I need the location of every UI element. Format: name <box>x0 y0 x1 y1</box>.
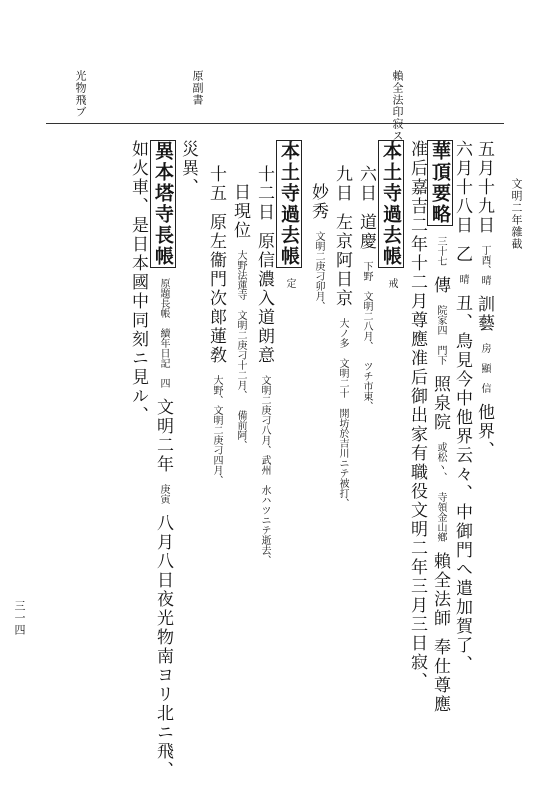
headnote-3: 光物飛ブ <box>74 70 87 118</box>
annotation: 晴 <box>457 274 468 284</box>
annotation: 信 <box>479 383 490 393</box>
text-column <box>129 140 146 425</box>
annotation: 丁酉、晴 <box>479 245 490 285</box>
text-segment: 乙 <box>452 245 472 264</box>
annotation: 水ハツニテ逝去、 <box>259 485 270 565</box>
text-segment: 訓藝 <box>474 295 494 333</box>
annotation: 文明二八月、 <box>361 291 372 351</box>
headnote-2: 原副書 <box>191 70 204 106</box>
text-column <box>430 140 449 714</box>
annotation: 房 <box>479 343 490 353</box>
annotation: 三十七 <box>435 236 446 266</box>
source-title: 本土寺過去帳 <box>380 141 402 267</box>
source-title: 華頂要略 <box>429 141 451 225</box>
text-segment: 災異、 <box>178 140 198 197</box>
text-column <box>231 183 248 450</box>
text-segment: 丑、鳥見今中他界云々、中御門へ遣加賀了、 <box>452 294 472 674</box>
text-segment: 賴全法師 <box>430 552 450 628</box>
annotation: 戒 <box>386 278 397 288</box>
text-segment: 左京阿日京 <box>332 213 352 308</box>
text-column <box>357 165 374 411</box>
header-rule <box>46 123 504 124</box>
annotation: 文明二庚刁十二月、 <box>235 310 246 400</box>
annotation: 文明二庚刁八月、武州 <box>259 375 270 475</box>
text-column <box>381 140 400 288</box>
text-segment: 道慶 <box>356 213 376 251</box>
annotation: 寺領金山鄕 <box>435 492 446 542</box>
text-segment: 原左衞門次郞蓮敎 <box>206 213 226 365</box>
text-column <box>333 165 350 508</box>
annotation: 四 <box>158 378 169 388</box>
annotation: 庚寅 <box>158 484 169 504</box>
annotation: 文明二十 <box>337 358 348 398</box>
text-segment: 五月十九日 <box>474 140 494 235</box>
annotation: 備前阿、 <box>235 410 246 450</box>
annotation: 開坊於吉川ニテ被打、 <box>337 408 348 508</box>
text-segment: 十二日 <box>254 165 274 222</box>
source-title: 異本塔寺長帳 <box>152 141 174 267</box>
running-title: 文明二年雜截 <box>510 178 523 250</box>
text-segment: 傳 <box>430 276 450 295</box>
annotation: 原題長帳 <box>158 278 169 318</box>
text-segment: 原信濃入道朗意 <box>254 232 274 365</box>
annotation: 定 <box>284 278 295 288</box>
text-column <box>179 140 196 197</box>
annotation: 大野法蓮寺 <box>235 250 246 300</box>
annotation: 門下 <box>435 345 446 365</box>
text-column <box>153 140 172 780</box>
text-column <box>279 140 298 288</box>
text-column <box>309 183 326 311</box>
text-segment: 十五 <box>206 165 226 203</box>
text-segment: 日現位 <box>230 183 250 240</box>
page-number: 三一四 <box>13 600 26 636</box>
annotation: 大野、文明二庚刁四月、 <box>211 375 222 485</box>
text-column <box>453 140 470 674</box>
annotation: 大ノ多 <box>337 318 348 348</box>
text-segment: 六月十八日 <box>452 140 472 235</box>
annotation: 顯 <box>479 363 490 373</box>
annotation: ツチ市東、 <box>361 361 372 411</box>
source-title: 本土寺過去帳 <box>278 141 300 267</box>
text-segment: 准后嘉吉二年十二月尊應准后御出家有職役文明二年三月三日寂、 <box>407 140 427 691</box>
text-column <box>408 140 425 691</box>
text-column <box>255 165 272 565</box>
annotation: 或松ヽ、 <box>435 442 446 482</box>
text-column <box>475 140 492 460</box>
text-segment: 妙秀 <box>308 183 328 221</box>
text-segment: 文明二年 <box>153 398 173 474</box>
annotation: 院家四 <box>435 305 446 335</box>
text-segment: 奉仕尊應 <box>430 638 450 714</box>
annotation: 文明二庚刁卯月、 <box>313 231 324 311</box>
annotation: 下野 <box>361 261 372 281</box>
text-segment: 照泉院 <box>430 375 450 432</box>
annotation: 續年日記 <box>158 328 169 368</box>
headnote-1: 賴全法印寂ス <box>391 70 404 142</box>
text-segment: 九日 <box>332 165 352 203</box>
text-segment: 如火車、是日本國中同刻ニ見ル、 <box>128 140 148 425</box>
text-segment: 六日 <box>356 165 376 203</box>
text-segment: 八月八日夜光物南ヨリ北ニ飛、 <box>153 514 173 780</box>
text-column <box>207 165 224 485</box>
text-segment: 他界、 <box>474 403 494 460</box>
